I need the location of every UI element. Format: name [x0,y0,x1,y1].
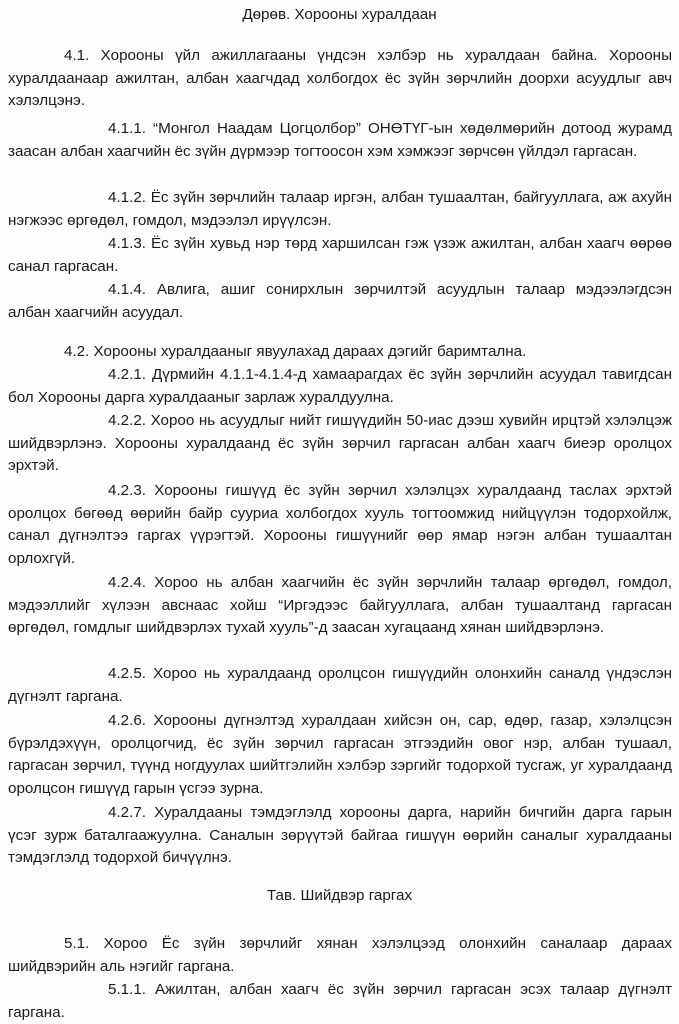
paragraph-4-1-3: 4.1.3. Ёс зүйн хувьд нэр төрд харшилсан гэж үзэж ажилтан, албан хаагч өөрөө санал гаргасан. [8,235,672,275]
paragraph-4-2-7: 4.2.7. Хуралдааны тэмдэглэлд хорооны дарга, нарийн бичгийн дарга гарын үсэг зурж баталгаажуулна. Саналын зөрүүтэй байгаа гишүүн өөрийн саналыг хуралдааны тэмдэглэлд тодорхой бичүүлнэ. [8,804,672,867]
paragraph-4-2-5: 4.2.5. Хороо нь хуралдаанд оролцсон гишүүдийн олонхийн саналд үндэслэн дүгнэлт гаргана. [8,665,672,705]
paragraph-4-1-4: 4.1.4. Авлига, ашиг сонирхлын зөрчилтэй асуудлын талаар мэдээлэгдсэн албан хаагчийн асуудал. [8,281,672,321]
paragraph-4-2-6: 4.2.6. Хорооны дүгнэлтэд хуралдаан хийсэн он, сар, өдөр, газар, хэлэлцсэн бүрэлдэхүүн, оролцогчид, ёс зүйн зөрчил гаргасан этгээдийн овог нэр, албан тушаал, гаргасан зөрчил, түүнд ногдуулах шийтгэлийн хэлбэр зэргийг тодорхой тусгаж, уг хуралдаанд оролцсон гишүүд гарын үсгээ зурна. [8,712,672,797]
paragraph-4-2: 4.2. Хорооны хуралдааныг явуулахад дараах дэгийг баримтална. [64,343,527,360]
section-4-title: Дөрөв. Хорооны хуралдаан [242,6,437,23]
paragraph-4-2-2: 4.2.2. Хороо нь асуудлыг нийт гишүүдийн 50-иас дээш хувийн ирцтэй хэлэлцэж шийдвэрлэнэ. Хорооны хуралдаанд ёс зүйн зөрчил гаргасан албан хаагч биеэр оролцох эрхтэй. [8,412,672,475]
paragraph-4-2-3: 4.2.3. Хорооны гишүүд ёс зүйн зөрчил хэлэлцэх хуралдаанд таслах эрхтэй оролцох бөгөөд өөрийн байр сууриа холбогдох хууль тогтоомжид нийцүүлэн тодорхойлж, санал дүгнэлтээ гаргах үүрэгтэй. Хорооны гишүүнийг өөр ямар нэгэн албан тушаалтан орлохгүй. [8,482,672,567]
paragraph-4-1-1: 4.1.1. “Монгол Наадам Цогцолбор” ОНӨТҮГ-ын хөдөлмөрийн дотоод журамд заасан албан хаагчийн ёс зүйн дүрмээр тогтоосон хэм хэмжээг зөрчсөн үйлдэл гаргасан. [8,120,672,160]
section-5-title: Тав. Шийдвэр гаргах [266,887,413,904]
paragraph-4-2-1: 4.2.1. Дүрмийн 4.1.1-4.1.4-д хамаарагдах ёс зүйн зөрчлийн асуудал тавигдсан бол Хорооны дарга хуралдааныг зарлаж хуралдуулна. [8,366,672,406]
paragraph-5-1: 5.1. Хороо Ёс зүйн зөрчлийг хянан хэлэлцээд олонхийн саналаар дараах шийдвэрийн аль нэгийг гаргана. [8,935,672,975]
paragraph-4-1-2: 4.1.2. Ёс зүйн зөрчлийн талаар иргэн, албан тушаалтан, байгууллага, аж ахуйн нэгжээс өргөдөл, гомдол, мэдээлэл ирүүлсэн. [8,189,672,229]
paragraph-4-1: 4.1. Хорооны үйл ажиллагааны үндсэн хэлбэр нь хуралдаан байна. Хорооны хуралдаанаар ажилтан, албан хаагчдад холбогдох ёс зүйн зөрчлийн доорхи асуудлыг авч хэлэлцэнэ. [8,47,672,110]
paragraph-4-2-4: 4.2.4. Хороо нь албан хаагчийн ёс зүйн зөрчлийн талаар өргөдөл, гомдол, мэдээллийг хүлээн авснаас хойш “Иргэдээс байгууллага, албан тушаалтанд гаргасан өргөдөл, гомдлыг шийдвэрлэх тухай хууль”-д заасан хугацаанд хянан шийдвэрлэнэ. [8,574,672,637]
paragraph-5-1-1: 5.1.1. Ажилтан, албан хаагч ёс зүйн зөрчил гаргасан эсэх талаар дүгнэлт гаргана. [8,981,672,1021]
